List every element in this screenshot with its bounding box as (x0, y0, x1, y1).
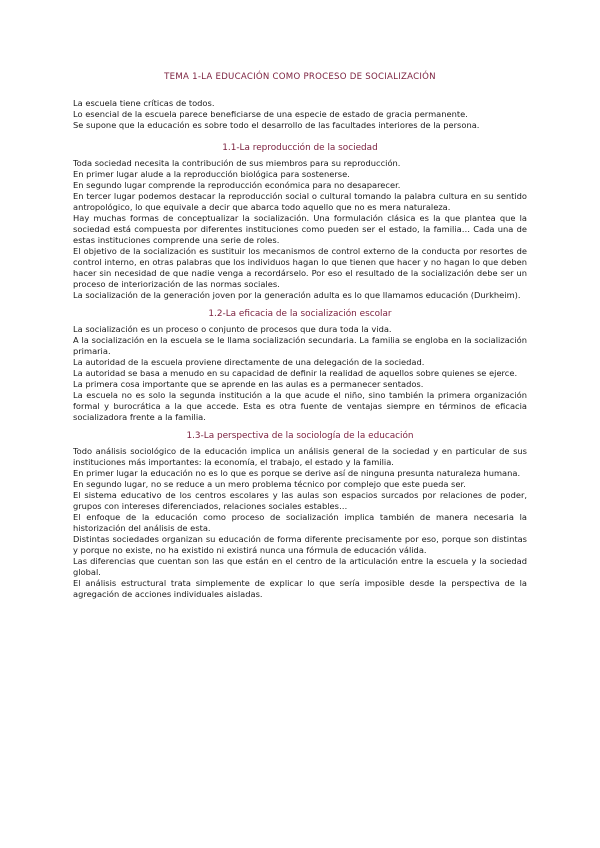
section-1-1 (73, 143, 527, 301)
paragraph: El objetivo de la socialización es sustituir los mecanismos de control externo de la conducta por resortes de control interno, en otras palabras que los individuos hagan lo que tienen que hacer y no hagan lo que deben hacer sin necesidad de que nadie venga a recordárselo. Por eso el resultado de la socialización debe ser un proceso de interiorización de las normas sociales. (73, 246, 527, 289)
paragraph: A la socialización en la escuela se le llama socialización secundaria. La familia se engloba en la socialización primaria. (73, 335, 527, 356)
paragraph: La primera cosa importante que se aprende en las aulas es a permanecer sentados. (73, 379, 424, 389)
intro-line: Se supone que la educación es sobre todo el desarrollo de las facultades interiores de la persona. (73, 120, 480, 130)
paragraph: La autoridad se basa a menudo en su capacidad de definir la realidad de aquellos sobre quienes se ejerce. (73, 368, 518, 378)
paragraph: Toda sociedad necesita la contribución de sus miembros para su reproducción. (73, 158, 401, 168)
paragraph: La socialización es un proceso o conjunto de procesos que dura toda la vida. (73, 324, 392, 334)
paragraph: El análisis estructural trata simplemente de explicar lo que sería imposible desde la perspectiva de la agregación de acciones individuales aisladas. (73, 578, 527, 599)
paragraph: El enfoque de la educación como proceso de socialización implica también de manera necesaria la historización del análisis de esta. (73, 512, 527, 533)
section-title: 1.2-La eficacia de la socialización escolar (208, 309, 392, 319)
paragraph: En tercer lugar podemos destacar la reproducción social o cultural tomando la palabra cultura en su sentido antropológico, lo que equivale a decir que abarca todo aquello que no es mera naturaleza. (73, 191, 527, 212)
paragraph: La socialización de la generación joven por la generación adulta es lo que llamamos educación (Durkheim). (73, 290, 521, 300)
paragraph: En segundo lugar, no se reduce a un mero problema técnico por complejo que este pueda ser. (73, 479, 466, 489)
section-1-2 (73, 309, 527, 423)
section-title: 1.3-La perspectiva de la sociología de la educación (186, 431, 414, 441)
section-1-3 (73, 431, 527, 600)
paragraph: En primer lugar la educación no es lo que es porque se derive así de ninguna presunta naturaleza humana. (73, 468, 521, 478)
section-title: 1.1-La reproducción de la sociedad (222, 143, 378, 153)
paragraph: En segundo lugar comprende la reproducción económica para no desaparecer. (73, 180, 401, 190)
paragraph: La escuela no es solo la segunda institución a la que acude el niño, sino también la primera organización formal y burocrática a la que accede. Esta es otra fuente de ventajas siempre en términos de eficacia socializadora frente a la familia. (73, 390, 527, 422)
paragraph: La autoridad de la escuela proviene directamente de una delegación de la sociedad. (73, 357, 425, 367)
paragraph: Todo análisis sociológico de la educación implica un análisis general de la sociedad y en particular de sus instituciones más importantes: la economía, el trabajo, el estado y la familia. (73, 446, 527, 467)
document-body (73, 72, 527, 600)
paragraph: Hay muchas formas de conceptualizar la socialización. Una formulación clásica es la que plantea que la sociedad está compuesta por diferentes instituciones como pueden ser el estado, la familia… Cada una de estas instituciones comprende una serie de roles. (73, 213, 527, 245)
intro-line: La escuela tiene críticas de todos. (73, 98, 215, 108)
intro-block (73, 98, 527, 131)
intro-line: Lo esencial de la escuela parece beneficiarse de una especie de estado de gracia permanente. (73, 109, 468, 119)
paragraph: El sistema educativo de los centros escolares y las aulas son espacios surcados por relaciones de poder, grupos con intereses diferenciados, relaciones sociales estables… (73, 490, 527, 511)
paragraph: Las diferencias que cuentan son las que están en el centro de la articulación entre la escuela y la sociedad global. (73, 556, 527, 577)
paragraph: En primer lugar alude a la reproducción biológica para sostenerse. (73, 169, 350, 179)
document-title: TEMA 1-LA EDUCACIÓN COMO PROCESO DE SOCIALIZACIÓN (164, 72, 436, 82)
paragraph: Distintas sociedades organizan su educación de forma diferente precisamente por eso, porque son distintas y porque no existe, no ha existido ni existirá nunca una fórmula de educación válida. (73, 534, 527, 555)
